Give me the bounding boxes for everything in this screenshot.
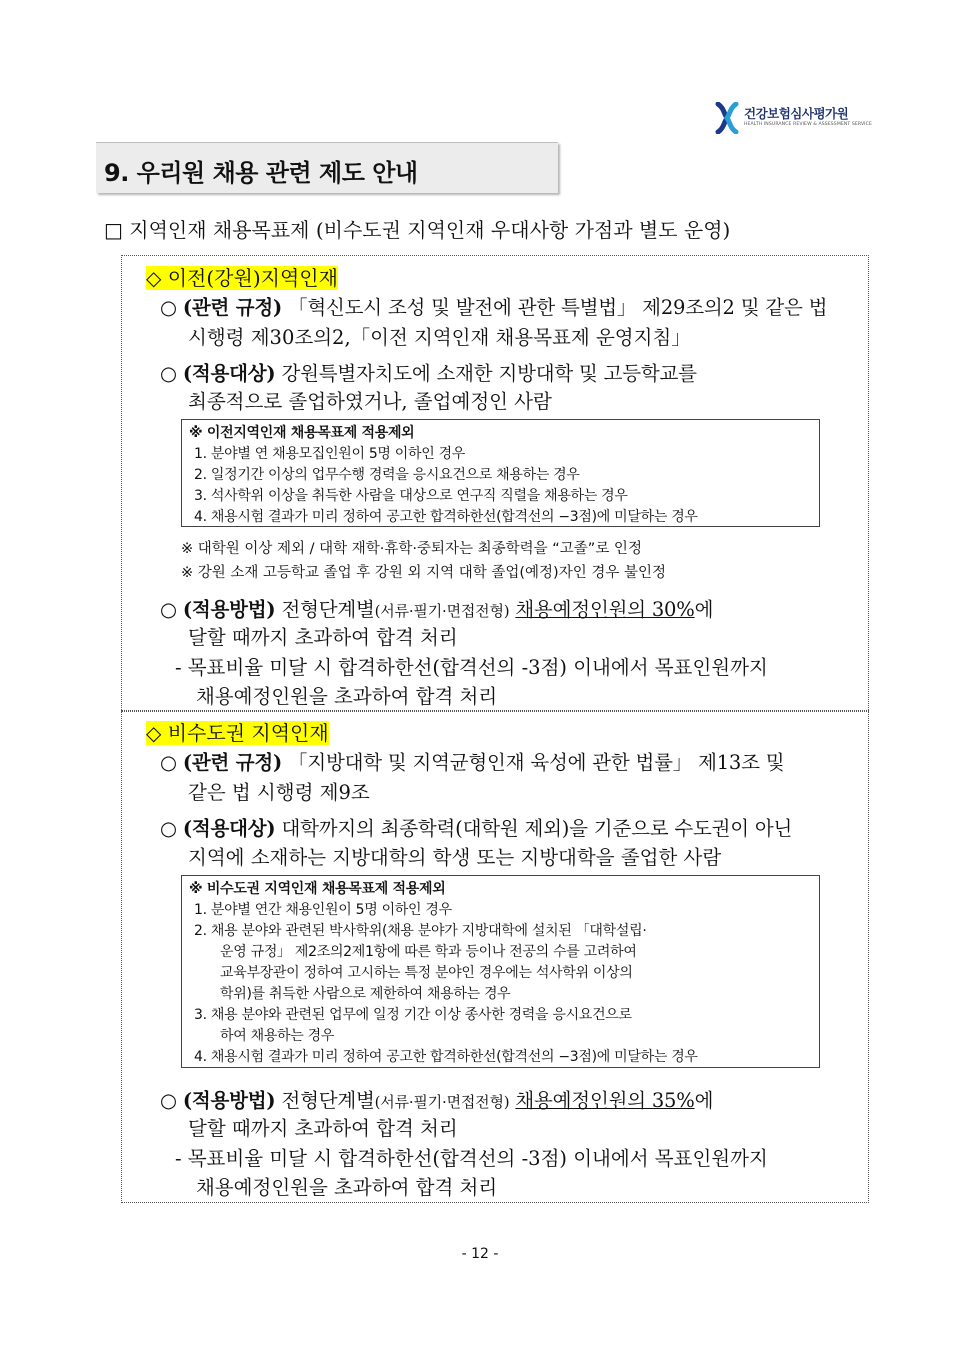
main-heading: □ 지역인재 채용목표제 (비수도권 지역인재 우대사항 가점과 별도 운영) (104, 218, 731, 242)
section2-exclusion-item: 운영 규정」 제2조의2제1항에 따른 학과 등이나 전공의 수를 고려하여 (220, 944, 637, 960)
section1-target-line1: ○ (적용대상) 강원특별자치도에 소재한 지방대학 및 고등학교를 (160, 362, 697, 385)
section2-sub-line1: - 목표비율 미달 시 합격하한선(합격선의 -3점) 이내에서 목표인원까지 (175, 1147, 768, 1170)
section1-exclusion-item: 2. 일정기간 이상의 업무수행 경력을 응시요건으로 채용하는 경우 (194, 467, 580, 483)
page-title: 9. 우리원 채용 관련 제도 안내 (104, 159, 418, 187)
section1-exclusions-title: ※ 이전지역인재 채용목표제 적용제외 (189, 425, 415, 441)
section1-note: ※ 대학원 이상 제외 / 대학 재학·휴학·중퇴자는 최종학력을 “고졸”로 인정 (181, 541, 642, 557)
section2-exclusion-item: 1. 분야별 연간 채용인원이 5명 이하인 경우 (194, 902, 452, 918)
section2-reg-line1: ○ (관련 규정) 「지방대학 및 지역균형인재 육성에 관한 법률」 제13조 및 (160, 751, 785, 774)
section1-exclusion-item: 1. 분야별 연 채용모집인원이 5명 이하인 경우 (194, 446, 466, 462)
hira-logo-icon (714, 102, 740, 134)
section2-exclusion-item: 3. 채용 분야와 관련된 업무에 일정 기간 이상 종사한 경력을 응시요건으로 (194, 1007, 632, 1023)
section1-sub-line1: - 목표비율 미달 시 합격하한선(합격선의 -3점) 이내에서 목표인원까지 (175, 656, 768, 679)
page-number: - 12 - (461, 1246, 499, 1262)
section2-target-line1: ○ (적용대상) 대학까지의 최종학력(대학원 제외)을 기준으로 수도권이 아닌 (160, 817, 793, 840)
section2-exclusions-box (181, 875, 820, 1068)
org-subtitle: HEALTH INSURANCE REVIEW & ASSESSMENT SERVICE (744, 122, 872, 127)
section1-target-line2: 최종적으로 졸업하였거나, 졸업예정인 사람 (188, 390, 552, 413)
section-title-bar (96, 142, 558, 193)
section2-method-line1: ○ (적용방법) 전형단계별(서류·필기·면접전형) 채용예정인원의 35%에 (160, 1089, 714, 1112)
section2-exclusion-item: 하여 채용하는 경우 (220, 1028, 335, 1044)
org-name: 건강보험심사평가원 (744, 106, 849, 121)
section1-reg-line2: 시행령 제30조의2,「이전 지역인재 채용목표제 운영지침」 (188, 326, 691, 349)
section1-note: ※ 강원 소재 고등학교 졸업 후 강원 외 지역 대학 졸업(예정)자인 경우 불인정 (181, 565, 666, 581)
org-logo (714, 102, 872, 136)
section2-reg-line2: 같은 법 시행령 제9조 (188, 781, 370, 804)
section1-method-line2: 달할 때까지 초과하여 합격 처리 (188, 626, 458, 649)
section1-reg-line1: ○ (관련 규정) 「혁신도시 조성 및 발전에 관한 특별법」 제29조의2 및 같은 법 (160, 296, 828, 319)
section2-exclusion-item: 교육부장관이 정하여 고시하는 특정 분야인 경우에는 석사학위 이상의 (220, 965, 633, 981)
section2-method-line2: 달할 때까지 초과하여 합격 처리 (188, 1117, 458, 1140)
section2-exclusions-title: ※ 비수도권 지역인재 채용목표제 적용제외 (189, 881, 446, 897)
section2-exclusion-item: 4. 채용시험 결과가 미리 정하여 공고한 합격하한선(합격선의 −3점)에 미달하는 경우 (194, 1049, 698, 1065)
section1-title: ◇ 이전(강원)지역인재 (146, 266, 338, 290)
section2-exclusion-item: 학위)를 취득한 사람으로 제한하여 채용하는 경우 (220, 986, 511, 1002)
section1-exclusion-item: 3. 석사학위 이상을 취득한 사람을 대상으로 연구직 직렬을 채용하는 경우 (194, 488, 628, 504)
section1-sub-line2: 채용예정인원을 초과하여 합격 처리 (196, 685, 498, 708)
section1-method-line1: ○ (적용방법) 전형단계별(서류·필기·면접전형) 채용예정인원의 30%에 (160, 598, 714, 621)
section2-target-line2: 지역에 소재하는 지방대학의 학생 또는 지방대학을 졸업한 사람 (188, 846, 722, 869)
section2-exclusion-item: 2. 채용 분야와 관련된 박사학위(채용 분야가 지방대학에 설치된 「대학설립· (194, 923, 647, 939)
section1-exclusions-box (181, 419, 820, 527)
section2-title: ◇ 비수도권 지역인재 (146, 721, 329, 745)
section2-sub-line2: 채용예정인원을 초과하여 합격 처리 (196, 1176, 498, 1199)
section1-exclusion-item: 4. 채용시험 결과가 미리 정하여 공고한 합격하한선(합격선의 −3점)에 미달하는 경우 (194, 509, 698, 525)
